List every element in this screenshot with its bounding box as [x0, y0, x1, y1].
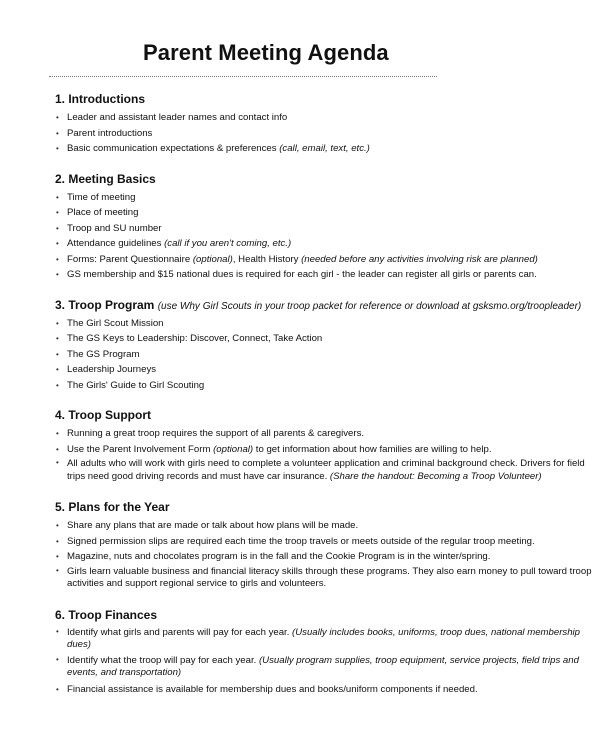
- list-item: • Girls learn valuable business and financial literacy skills through these programs. They also earn money to pull toward troop activities and support regional service to girls and volunteers.: [55, 565, 595, 593]
- item-note: (needed before any activities involving risk are planned): [301, 253, 538, 265]
- list-item: [55, 626, 595, 654]
- page-title: Parent Meeting Agenda: [143, 40, 389, 65]
- item-note: (optional): [213, 443, 254, 455]
- list-item: • Share any plans that are made or talk about how plans will be made.: [55, 518, 595, 534]
- list-item: • The Girls' Guide to Girl Scouting: [55, 378, 595, 394]
- list-item: [55, 442, 595, 458]
- item-list: [55, 426, 595, 485]
- agenda-content: [55, 92, 595, 697]
- item-note: (call, email, text, etc.): [279, 143, 370, 154]
- list-item: • Signed permission slips are required each time the troop travels or meets outside of the regular troop meeting.: [55, 534, 595, 550]
- item-text: All adults who will work with girls need to complete a volunteer application and criminal background check. Drivers for field trips need good driving records and must have car insurance.: [67, 458, 585, 482]
- section-troop-support: [55, 408, 595, 485]
- section-heading: 5. Plans for the Year: [55, 500, 170, 514]
- list-item: • The GS Program: [55, 347, 595, 363]
- item-list: [55, 190, 595, 283]
- item-note: (optional): [192, 253, 233, 265]
- list-item: [55, 252, 595, 268]
- list-item: • Leader and assistant leader names and contact info: [55, 110, 595, 126]
- item-note: (Usually program supplies, troop equipment, service projects, field trips and events, and transportation): [67, 654, 579, 678]
- section-meeting-basics: [55, 172, 595, 283]
- item-text: Forms: Parent Questionnaire: [67, 253, 193, 265]
- list-item: • The Girl Scout Mission: [55, 316, 595, 332]
- item-note: (Share the handout: Becoming a Troop Volunteer): [329, 470, 542, 482]
- list-item: • Troop and SU number: [55, 221, 595, 237]
- section-plans-for-year: [55, 500, 595, 593]
- section-note: (use Why Girl Scouts in your troop packet for reference or download at gsksmo.org/troopleader): [157, 300, 582, 312]
- section-heading: 1. Introductions: [55, 92, 145, 106]
- section-heading: [55, 298, 595, 313]
- list-item: • Place of meeting: [55, 205, 595, 221]
- section-heading: 6. Troop Finances: [55, 607, 158, 622]
- item-text: Attendance guidelines: [67, 238, 165, 249]
- item-text: Use the Parent Involvement Form: [67, 443, 214, 455]
- item-list: [55, 518, 595, 593]
- item-list: [55, 316, 595, 394]
- item-text: Identify what the troop will pay for each year.: [67, 654, 259, 666]
- section-heading: 4. Troop Support: [55, 408, 151, 422]
- list-item: • Running a great troop requires the support of all parents & caregivers.: [55, 426, 595, 442]
- list-item: • GS membership and $15 national dues is required for each girl - the leader can register all girls or parents can.: [55, 267, 595, 283]
- item-note: (call if you aren't coming, etc.): [164, 238, 292, 249]
- list-item: • Time of meeting: [55, 190, 595, 206]
- list-item: [55, 236, 595, 252]
- section-heading-text: 3. Troop Program: [55, 297, 155, 312]
- dotted-divider: [49, 76, 437, 77]
- list-item: • Parent introductions: [55, 126, 595, 142]
- section-heading: 2. Meeting Basics: [55, 171, 156, 186]
- item-text: Basic communication expectations & preferences: [67, 143, 280, 154]
- section-troop-finances: [55, 608, 595, 698]
- list-item: • Financial assistance is available for membership dues and books/uniform components if needed.: [55, 682, 595, 698]
- list-item: [55, 141, 595, 157]
- list-item: • Leadership Journeys: [55, 362, 595, 378]
- item-list: [55, 110, 595, 157]
- item-note: (Usually includes books, uniforms, troop dues, national membership dues): [67, 626, 580, 650]
- list-item: [55, 457, 595, 485]
- section-introductions: [55, 92, 595, 157]
- item-list: [55, 626, 595, 698]
- list-item: [55, 654, 595, 682]
- section-troop-program: [55, 298, 595, 394]
- item-text: , Health History: [232, 253, 302, 265]
- list-item: • The GS Keys to Leadership: Discover, Connect, Take Action: [55, 331, 595, 347]
- list-item: • Magazine, nuts and chocolates program is in the fall and the Cookie Program is in the winter/spring.: [55, 549, 595, 565]
- item-text: to get information about how families are willing to help.: [253, 443, 492, 455]
- item-text: Identify what girls and parents will pay for each year.: [67, 626, 293, 638]
